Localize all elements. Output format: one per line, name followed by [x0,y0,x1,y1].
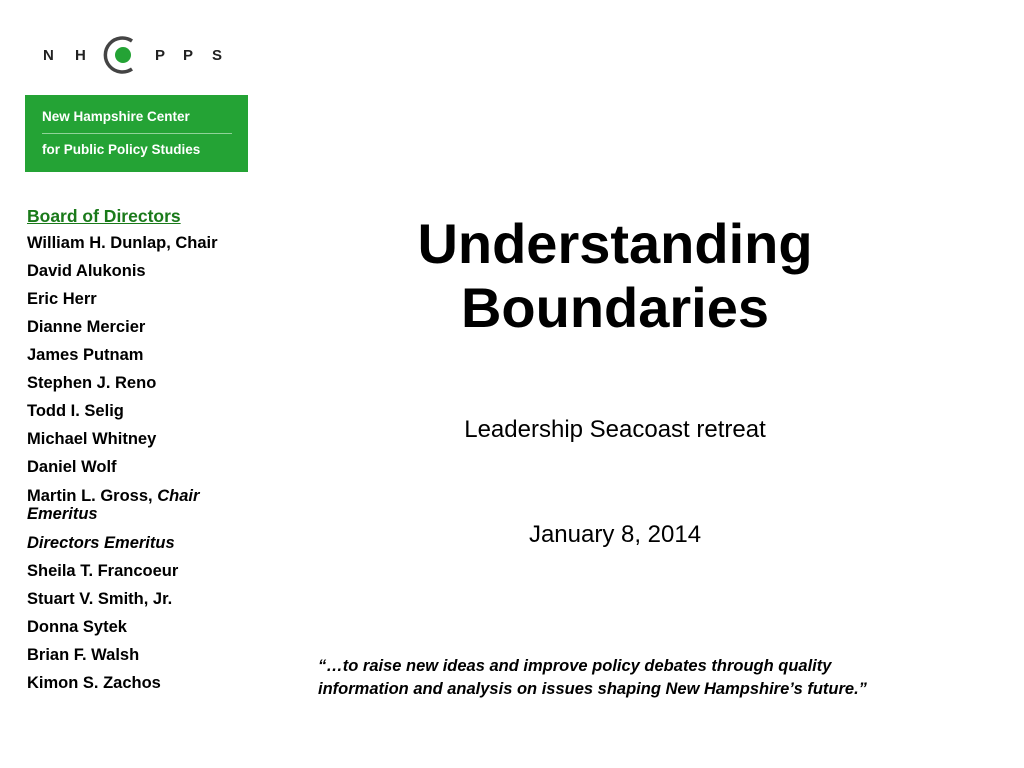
board-member: Michael Whitney [27,430,157,448]
board-member: Stephen J. Reno [27,374,157,392]
nhcpps-logo [25,17,248,172]
mission-quote-line-1: “…to raise new ideas and improve policy debates through quality [318,657,832,675]
mission-quote-line-2: information and analysis on issues shaping New Hampshire’s future.” [318,680,867,698]
board-member-name: Martin L. Gross, [27,487,153,505]
slide-title [320,212,910,340]
emeritus-member: Brian F. Walsh [27,646,140,664]
board-member: Eric Herr [27,290,97,308]
slide-title-line-2: Boundaries [460,276,770,339]
emeritus-member: Kimon S. Zachos [27,674,161,692]
board-member: Dianne Mercier [27,318,146,336]
logo-letter-n: N [43,47,54,64]
slide-subtitle: Leadership Seacoast retreat [464,416,766,443]
emeritus-heading: Directors Emeritus [27,534,175,552]
emeritus-member: Donna Sytek [27,618,127,636]
emeritus-member: Sheila T. Francoeur [27,562,179,580]
logo-letter-p2: P [183,47,194,64]
board-member: James Putnam [27,346,144,364]
logo-letter-h: H [75,47,86,64]
mission-quote [318,655,958,701]
slide-title-line-1: Understanding [417,212,813,275]
logo-green-band [25,95,248,172]
logo-c-dot-icon [99,31,141,79]
board-member: Todd I. Selig [27,402,124,420]
board-member: William H. Dunlap, Chair [27,234,218,252]
emeritus-member: Stuart V. Smith, Jr. [27,590,173,608]
board-member-title: Chair Emeritus [27,487,200,523]
board-member-chair-emeritus [27,481,257,527]
board-of-directors [27,203,257,697]
logo-band-line-2: for Public Policy Studies [42,142,201,157]
board-member: David Alukonis [27,262,146,280]
logo-band-line-1: New Hampshire Center [42,109,190,124]
slide-date: January 8, 2014 [528,521,702,548]
logo-wordmark [25,17,248,95]
board-member: Daniel Wolf [27,458,117,476]
logo-letter-p1: P [155,47,166,64]
logo-letter-s: S [212,47,223,64]
board-heading-link[interactable]: Board of Directors [27,206,181,226]
logo-band-divider [42,133,232,134]
